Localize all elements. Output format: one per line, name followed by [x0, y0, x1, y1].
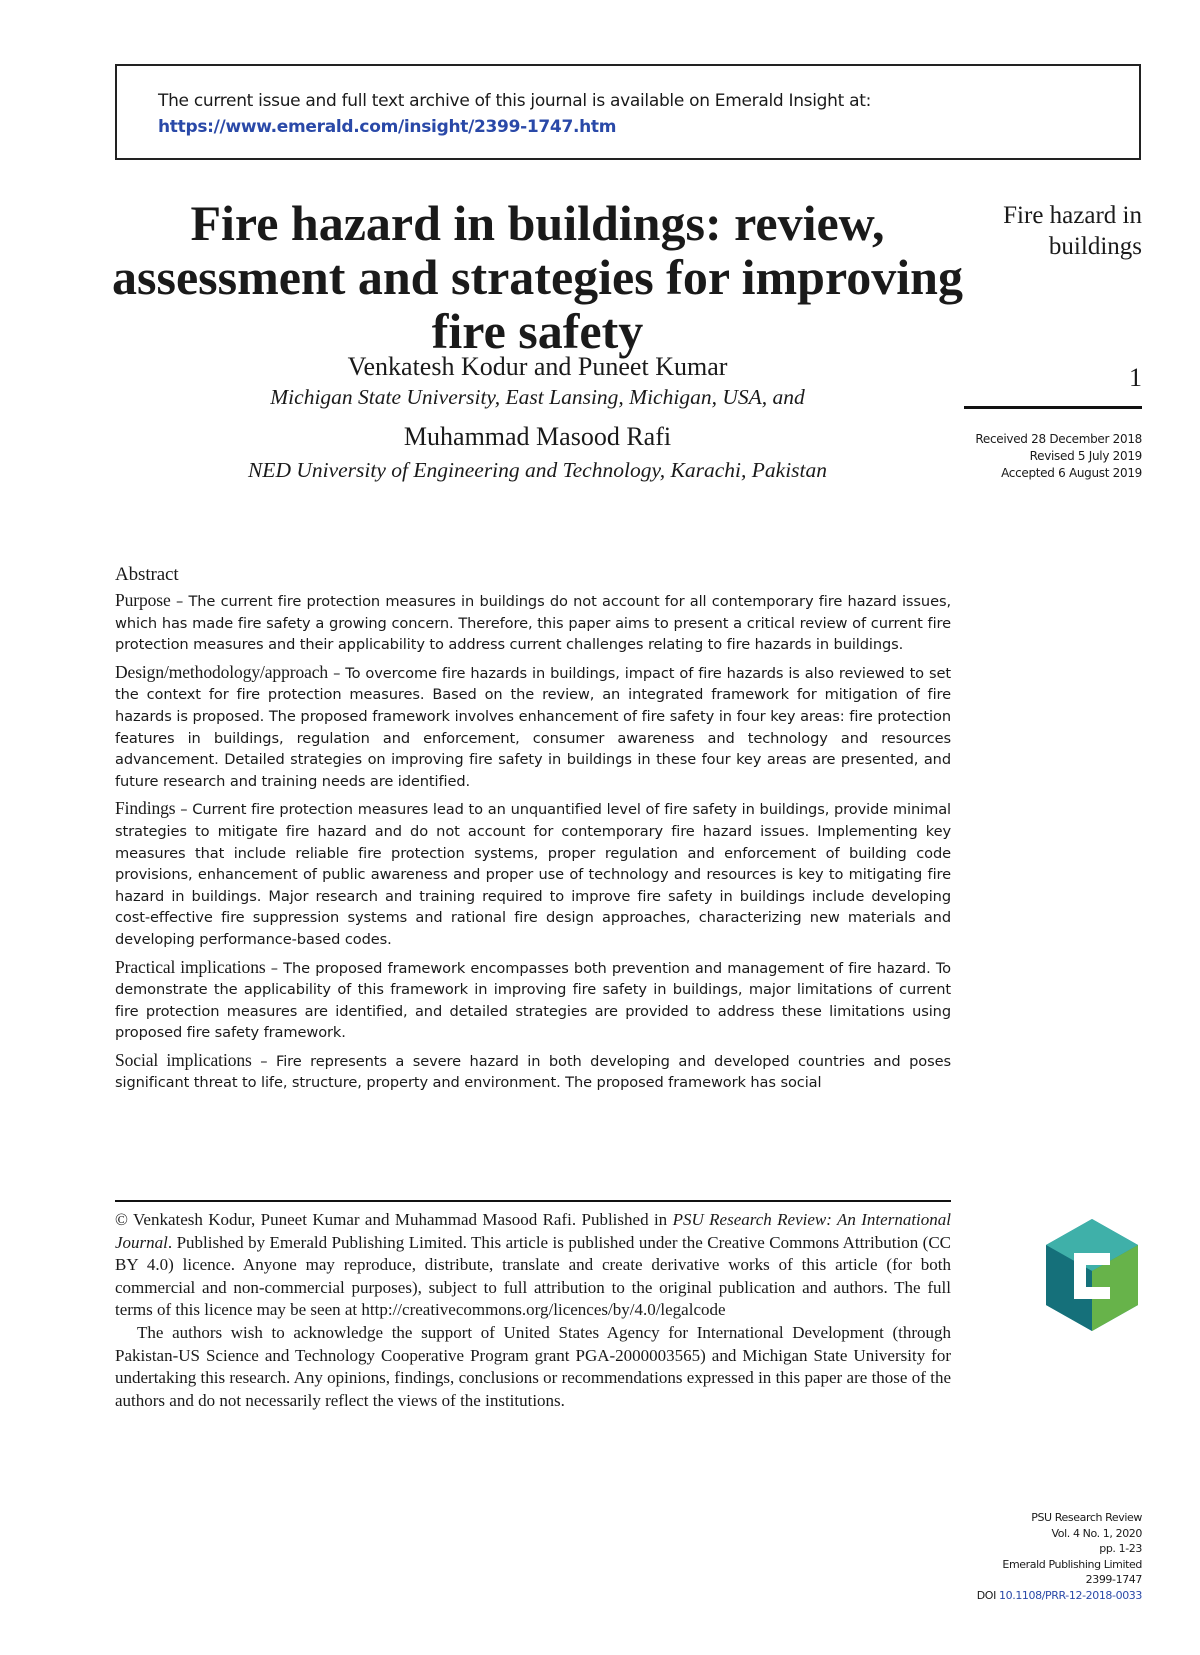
margin-rule	[964, 406, 1142, 409]
revised-date: Revised 5 July 2019	[1029, 449, 1142, 463]
license-rest: . Published by Emerald Publishing Limited. This article is published under the Creative Commons Attribution (CC BY 4.0) licence. Anyone may reproduce, distribute, translate and create derivative works of this article (for both commercial and non-commercial purposes), subject to full attribution to the original publication and authors. The full terms of this licence may be seen at http://creativecommons.org/licences/by/4.0/legalcode	[115, 1232, 951, 1320]
journal-name: PSU Research Review: An International Journal	[115, 1210, 951, 1252]
page-number: 1	[1129, 363, 1142, 392]
abstract-section	[115, 590, 951, 656]
abstract-label: Practical implications	[115, 956, 266, 977]
abstract-label: Design/methodology/approach	[115, 661, 329, 682]
abstract-text: – The current fire protection measures in buildings do not account for all contemporary fire hazard issues, which has made fire safety a growing concern. Therefore, this paper aims to present a critical review of current fire protection measures and their applicability to address current challenges relating to fire hazards in buildings.	[115, 593, 951, 654]
author-names-2: Muhammad Masood Rafi	[403, 422, 672, 451]
abstract-label: Social implications	[115, 1049, 252, 1070]
doi-label: DOI	[976, 1588, 996, 1602]
abstract-section	[115, 957, 951, 1044]
author-names-1: Venkatesh Kodur and Puneet Kumar	[347, 352, 728, 381]
affiliation-1: Michigan State University, East Lansing, Michigan, USA, and	[270, 385, 805, 409]
license-note	[115, 1209, 951, 1322]
abstract-text: – To overcome fire hazards in buildings, impact of fire hazards is also reviewed to set the context for fire protection measures. Based on the review, an integrated framework for mitigation of fire hazards is proposed. The proposed framework involves enhancement of fire safety in four key areas: fire protection features in buildings, regulation and enforcement, consumer awareness and technology and resources advancement. Detailed strategies on improving fire safety in buildings in these four key areas are presented, and future research and training needs are identified.	[115, 664, 951, 790]
article-dates	[922, 431, 1142, 482]
license-intro: © Venkatesh Kodur, Puneet Kumar and Muhammad Masood Rafi. Published in	[115, 1210, 673, 1229]
accepted-date: Accepted 6 August 2019	[1001, 466, 1142, 480]
journal-info-name: PSU Research Review	[1031, 1511, 1142, 1524]
journal-info-doi	[882, 1588, 1142, 1604]
abstract-section	[115, 662, 951, 793]
running-head: Fire hazard in buildings	[1003, 202, 1142, 260]
footnotes	[115, 1209, 951, 1412]
archive-notice-text: The current issue and full text archive of this journal is available on Emerald Insight at:	[158, 91, 871, 111]
abstract-clip	[115, 562, 951, 1158]
footnote-rule	[115, 1200, 951, 1202]
abstract-section	[115, 798, 951, 950]
doi-link[interactable]: 10.1108/PRR-12-2018-0033	[999, 1588, 1142, 1602]
abstract-text: – Current fire protection measures lead to an unquantified level of fire safety in buildings, provide minimal strategies to mitigate fire hazard and do not account for contemporary fire hazard issues. Implementing key measures that include reliable fire protection systems, proper regulation and enforcement of building code provisions, enhancement of public awareness and proper use of technology and resources is key to mitigating fire hazard in buildings. Major research and training required to improve fire safety in buildings include developing cost-effective fire suppression systems and rational fire design approaches, characterizing new materials and developing performance-based codes.	[115, 801, 951, 948]
journal-info-volume: Vol. 4 No. 1, 2020	[1051, 1526, 1142, 1540]
abstract-section	[115, 1050, 951, 1094]
abstract-label: Findings	[115, 798, 176, 819]
journal-info-pages: pp. 1-23	[1099, 1542, 1142, 1555]
abstract-label: Purpose	[115, 590, 171, 610]
journal-info	[882, 1510, 1142, 1603]
received-date: Received 28 December 2018	[975, 432, 1142, 446]
emerald-logo-icon	[1044, 1217, 1140, 1333]
archive-notice-box	[115, 64, 1141, 160]
affiliation-2: NED University of Engineering and Technology, Karachi, Pakistan	[247, 458, 828, 482]
abstract-text: – Fire represents a severe hazard in both developing and developed countries and poses significant threat to life, structure, property and environment. The proposed framework has social	[115, 1052, 951, 1092]
acknowledgement-note: The authors wish to acknowledge the support of United States Agency for International Development (through Pakistan-US Science and Technology Cooperative Program grant PGA-2000003565) and Michigan State University for undertaking this research. Any opinions, findings, conclusions or recommendations expressed in this paper are those of the authors and do not necessarily reflect the views of the institutions.	[115, 1322, 951, 1410]
journal-info-publisher: Emerald Publishing Limited	[1002, 1557, 1142, 1571]
abstract-heading: Abstract	[115, 564, 179, 585]
archive-url-link[interactable]: https://www.emerald.com/insight/2399-1747.htm	[158, 117, 617, 137]
article-title: Fire hazard in buildings: review, assessment and strategies for improving fire safety	[112, 195, 963, 359]
abstract-text: – The proposed framework encompasses both prevention and management of fire hazard. To demonstrate the applicability of this framework in improving fire safety in buildings, major limitations of current fire protection measures are identified, and detailed strategies are provided to address these limitations using proposed fire safety framework.	[115, 959, 951, 1042]
abstract	[115, 562, 951, 1100]
journal-info-issn: 2399-1747	[1085, 1573, 1142, 1586]
